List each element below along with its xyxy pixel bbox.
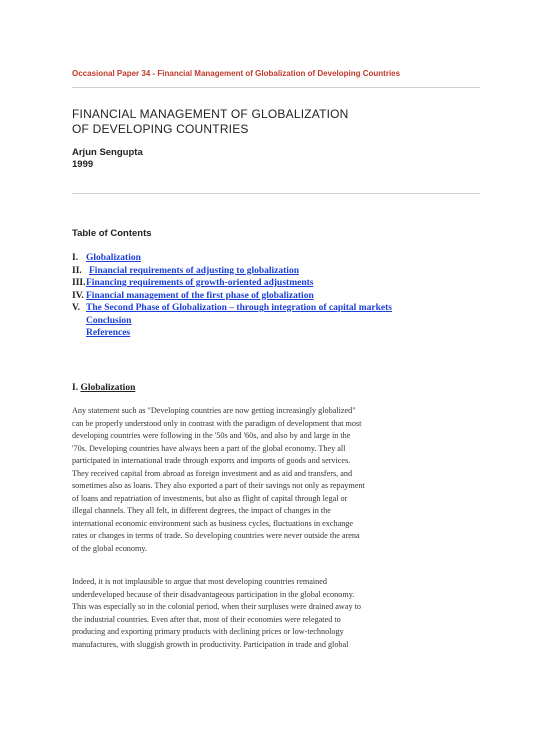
toc-item [72,290,392,303]
text-line: participated in international trade through exports and imports of goods and services. [72,456,351,465]
toc-heading: Table of Contents [72,228,152,239]
toc-item-number: IV. [72,290,84,301]
title-line-2: OF DEVELOPING COUNTRIES [72,122,249,136]
toc-link-globalization[interactable]: Globalization [86,253,141,263]
text-line: of loans and repatriation of investments, but also as flight of capital through legal or [72,493,348,503]
author-block [72,147,143,171]
toc-item [72,315,392,328]
title-divider [72,193,480,194]
toc-item [72,327,392,340]
author-name: Arjun Sengupta [72,147,143,158]
section-title: Globalization [80,383,136,393]
toc-link-financial-requirements-adjusting[interactable]: Financial requirements of adjusting to globalization [89,265,299,276]
toc-item-number: II. [72,265,82,276]
toc-item [72,302,392,315]
text-line: Any statement such as "Developing countries are now getting increasingly globalized" [72,406,356,415]
text-line: manufactures, with sluggish growth in productivity. Participation in trade and global [72,639,349,649]
document-title [72,107,349,137]
text-line: Indeed, it is not implausible to argue that most developing countries remained [72,577,327,586]
text-line: This was especially so in the colonial period, when their surpluses were drained away to [72,602,361,611]
text-line: developing countries were following in the '50s and '60s, and also by and large in the [72,431,351,440]
text-line: international economic environment such as business cycles, fluctuations in exchange [72,518,354,528]
text-line: illegal channels. They all felt, in different degrees, the impact of changes in the [72,506,331,515]
toc-item-number: III. [72,278,86,288]
text-line: of the global economy. [72,543,147,553]
text-line: underdeveloped because of their disadvantageous participation in the global economy. [72,589,355,599]
text-line: rates or changes in terms of trade. So developing countries were never outside the arena [72,531,360,540]
section-number: I. [72,383,79,393]
toc-item [72,277,392,290]
paper-breadcrumb: Occasional Paper 34 - Financial Management of Globalization of Developing Countries [72,69,401,78]
paragraph-2 [72,576,492,651]
title-line-1: FINANCIAL MANAGEMENT OF GLOBALIZATION [72,107,349,121]
toc-item-number: I. [72,253,79,263]
section-heading [72,383,135,393]
toc-link-second-phase[interactable]: The Second Phase of Globalization – through integration of capital markets [86,303,392,313]
text-line: can be properly understood only in contrast with the paradigm of development that most [72,418,362,428]
text-line: the industrial countries. Even after that, most of their economies were relegated to [72,614,341,624]
text-line: producing and exporting primary products with declining prices or low-technology [72,627,344,636]
toc-item [72,252,392,265]
toc-link-financing-requirements-growth[interactable]: Financing requirements of growth-oriented adjustments [86,278,314,288]
toc-link-references[interactable]: References [86,328,131,338]
toc-link-conclusion[interactable]: Conclusion [86,315,132,326]
header-divider [72,87,480,88]
publication-year: 1999 [72,159,94,170]
paragraph-1 [72,405,492,555]
toc-link-first-phase[interactable]: Financial management of the first phase of globalization [86,290,314,301]
text-line: They received capital from abroad as foreign investment and as aid and transfers, and [72,468,353,478]
table-of-contents [72,252,392,340]
text-line: sometimes also as loans. They also exported a part of their savings not only as repayment [72,481,365,490]
toc-item-number: V. [72,303,81,313]
toc-item [72,265,392,278]
text-line: '70s. Developing countries have always been a part of the global economy. They all [72,443,346,453]
